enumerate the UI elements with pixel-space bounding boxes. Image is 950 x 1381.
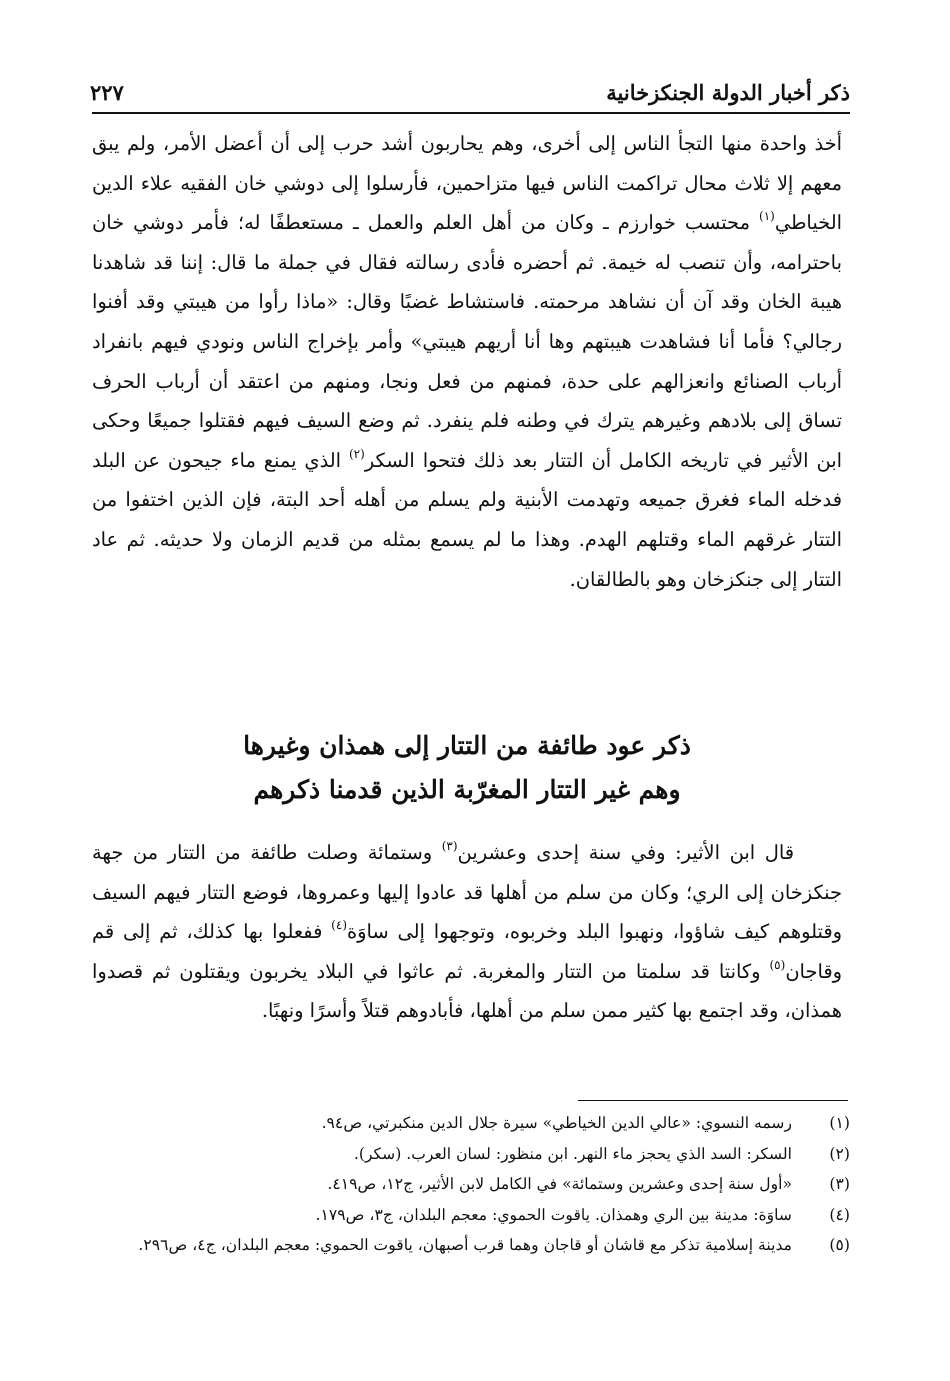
section-heading [92,724,842,812]
paragraph-2-text-d: وكانتا قد سلمتا من التتار والمغربة. ثم عاثوا في البلاد يخربون ويقتلون ثم قصدوا همذان، وقد اجتمع بها كثير ممن سلم من أهلها، فأبادوهم قتلاً وأسرًا ونهبًا. [92,959,842,1023]
footnote-ref-5[interactable]: (٥) [769,957,786,972]
paragraph-2-text-c: ففعلوا بها كذلك، ثم إلى قم وقاجان [92,920,842,983]
footnote-item [100,1230,850,1261]
footnote-number: (٥) [829,1236,850,1255]
footnote-text: رسمه النسوي: «عالي الدين الخياطي» سيرة جلال الدين منكبرتي، ص٩٤. [321,1114,792,1132]
footnote-number: (١) [829,1114,850,1132]
footnote-text: ساوَة: مدينة بين الري وهمذان. ياقوت الحموي: معجم البلدان، ج٣، ص١٧٩. [315,1205,792,1224]
paragraph-1-text-c: الذي يمنع ماء جيحون عن البلد فدخله الماء فغرق جميعه وتهدمت الأبنية ولم يسلم من أهله أحد البتة، فإن الذين اختفوا من التتار غرقهم الماء وقتلهم الهدم. وهذا ما لم يسمع بمثله من قديم الزمان ولا حديثه. ثم عاد التتار إلى جنكزخان وهو بالطالقان. [92,448,842,591]
paragraph-2 [92,833,842,1031]
footnote-number: (٤) [829,1205,850,1224]
section-heading-line-2: وهم غير التتار المغرّبة الذين قدمنا ذكرهم [253,775,681,804]
footnote-item [100,1139,850,1170]
footnote-item [100,1169,850,1200]
footnote-ref-3[interactable]: (٣) [441,839,458,853]
page-header [90,72,850,112]
footnote-ref-2[interactable]: (٢) [348,446,365,461]
running-title: ذكر أخبار الدولة الجنكزخانية [606,79,850,105]
paragraph-1 [92,124,842,599]
header-rule [92,112,850,114]
section-heading-line-1: ذكر عود طائفة من التتار إلى همذان وغيرها [243,731,691,760]
paragraph-1-text-a: أخذ واحدة منها التجأ الناس إلى أخرى، وهم يحاربون أشد حرب إلى أن أعضل الأمر، ولم يبق معهم إلا ثلاث محال تراكمت الناس فيها متزاحمين، فأرسلوا إلى دوشي خان الفقيه علاء الدين الخياطي [92,132,842,235]
footnote-item [100,1200,850,1231]
paragraph-2-text-b: وستمائة وصلت طائفة من التتار من جهة جنكزخان إلى الري؛ وكان من سلم من أهلها قد عادوا إليها وعمروها، فوضع التتار فيهم السيف وقتلوهم كيف شاؤوا، ونهبوا البلد وخربوه، وتوجهوا إلى ساوَة [92,841,842,944]
footnote-text: «أول سنة إحدى وعشرين وستمائة» في الكامل لابن الأثير، ج١٢، ص٤١٩. [327,1175,792,1194]
footnote-text: السكر: السد الذي يحجز ماء النهر. ابن منظور: لسان العرب. (سكر). [353,1144,792,1163]
footnotes [100,1108,850,1261]
footnote-ref-1[interactable]: (١) [759,209,775,224]
paragraph-1-text-b: محتسب خوارزم ـ وكان من أهل العلم والعمل ـ مستعطفًا له؛ فأمر دوشي خان باحترامه، وأن تنصب له خيمة. ثم أحضره فأدى رسالته فقال في جملة ما قال: إننا قد شاهدنا هيبة الخان وقد آن أن نشاهد مرحمته. فاستشاط غضبًا وقال: «ماذا رأوا من هيبتي وقد أفنوا رجالي؟ فأما أنا فشاهدت هيبتهم وها أنا أريهم هيبتي» وأمر بإخراج الناس ونودي فيهم بانفراد أرباب الصنائع وانعزالهم على حدة، فمنهم من فعل ونجا، ومنهم من اعتقد أن أرباب الحرف تساق إلى بلادهم وغيرهم يترك في وطنه فلم ينفرد. ثم وضع السيف فيهم فقتلوا جميعًا وحكى ابن الأثير في تاريخه الكامل أن التتار بعد ذلك فتحوا السكر [92,211,842,472]
paragraph-2-text-a: قال ابن الأثير: وفي سنة إحدى وعشرين [457,841,795,864]
page-number: ٢٢٧ [90,79,124,105]
footnote-text: مدينة إسلامية تذكر مع قاشان أو قاجان وهما قرب أصبهان، ياقوت الحموي: معجم البلدان، ج٤، ص٢٩٦. [138,1236,792,1255]
footnote-number: (٣) [829,1175,850,1194]
footnote-rule [578,1100,848,1101]
footnote-item [100,1108,850,1139]
footnote-ref-4[interactable]: (٤) [331,918,347,933]
footnote-number: (٢) [829,1144,850,1163]
